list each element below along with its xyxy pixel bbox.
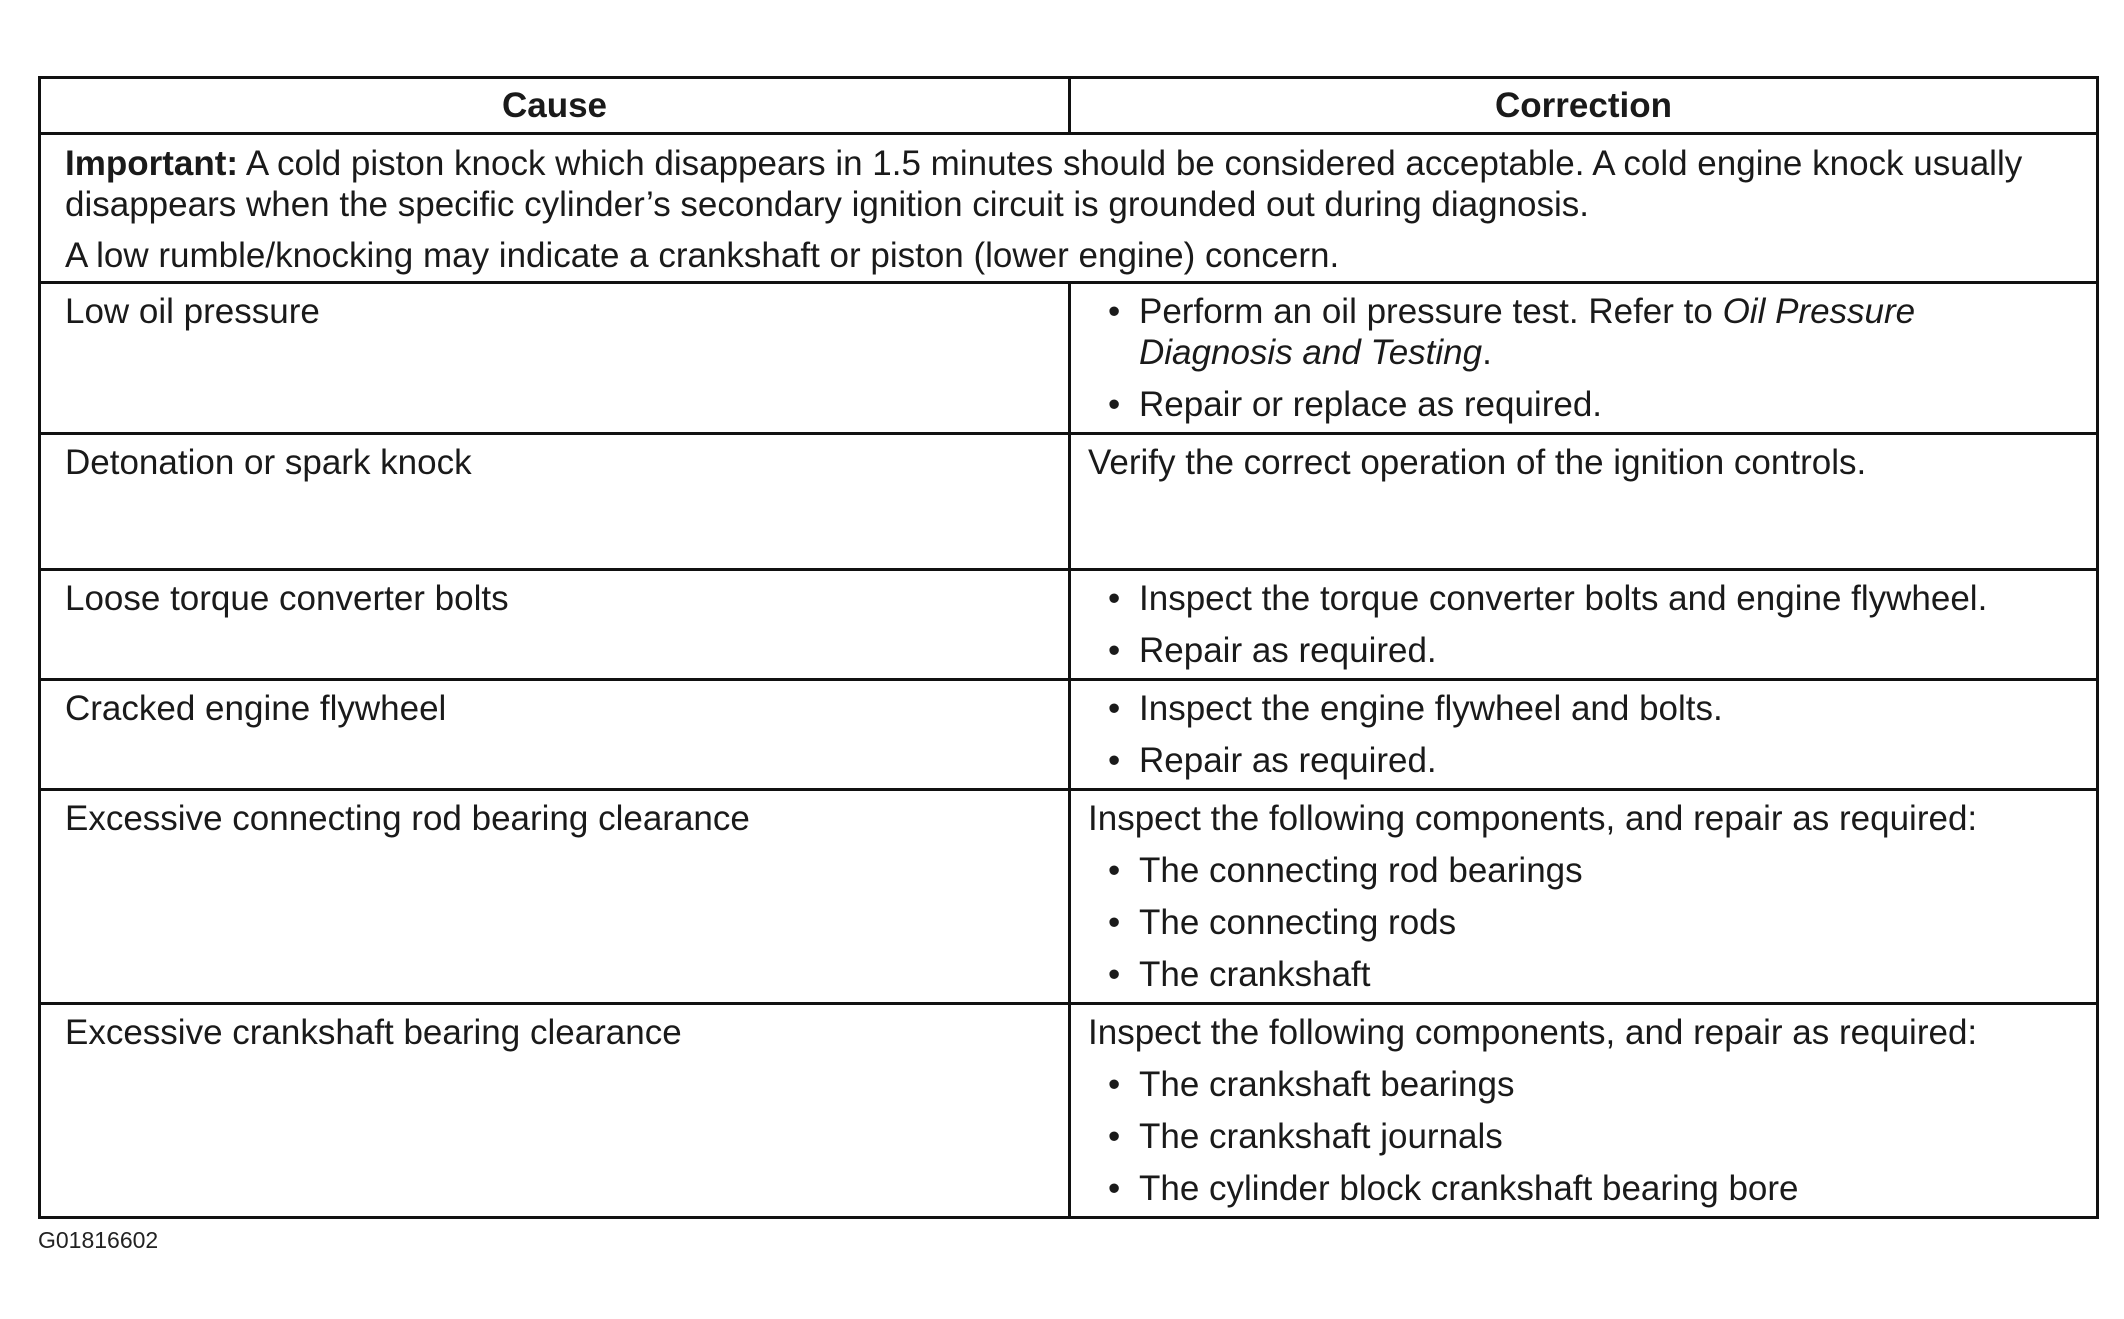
correction-bullet-item [1108, 688, 2072, 729]
bullet-text: The crankshaft [1139, 955, 1371, 994]
important-note-text: A cold piston knock which disappears in 1.5 minutes should be considered acceptable. A cold engine knock usually disappears when the specific cylinder’s secondary ignition circuit is grounded out during diagnosis. [65, 144, 2023, 224]
cause-cell: Low oil pressure [40, 283, 1070, 434]
correction-bullet-item [1108, 291, 2072, 373]
bullet-text: Inspect the torque converter bolts and engine flywheel. [1139, 579, 1988, 618]
correction-cell [1070, 283, 2098, 434]
table-row [40, 434, 2098, 570]
bullet-icon: • [1108, 903, 1121, 942]
important-note-cell [40, 134, 2098, 283]
correction-bullet-item [1108, 740, 2072, 781]
cause-cell: Detonation or spark knock [40, 434, 1070, 570]
cause-cell: Cracked engine flywheel [40, 680, 1070, 790]
bullet-text: Inspect the engine flywheel and bolts. [1139, 689, 1723, 728]
table-row [40, 570, 2098, 680]
table-row [40, 283, 2098, 434]
bullet-icon: • [1108, 1117, 1121, 1156]
correction-bullet-item [1108, 1168, 2072, 1209]
bullet-icon: • [1108, 851, 1121, 890]
correction-bullet-item [1108, 902, 2072, 943]
correction-bullet-list [1088, 291, 2072, 425]
bullet-text: Perform an oil pressure test. Refer to [1139, 292, 1723, 331]
bullet-text: The crankshaft bearings [1139, 1065, 1515, 1104]
correction-column-header: Correction [1070, 78, 2098, 134]
bullet-icon: • [1108, 292, 1121, 331]
correction-bullet-list [1088, 688, 2072, 781]
reference-link-text: Oil Pressure Diagnosis and Testing [1139, 292, 1916, 372]
bullet-icon: • [1108, 385, 1121, 424]
important-note-paragraph [65, 143, 2072, 225]
correction-cell [1070, 790, 2098, 1004]
table-row [40, 1004, 2098, 1218]
bullet-icon: • [1108, 1065, 1121, 1104]
correction-bullet-item [1108, 1116, 2072, 1157]
correction-bullet-list [1088, 1064, 2072, 1209]
bullet-icon: • [1108, 1169, 1121, 1208]
bullet-icon: • [1108, 741, 1121, 780]
table-row [40, 680, 2098, 790]
correction-bullet-item [1108, 630, 2072, 671]
correction-intro: Inspect the following components, and repair as required: [1088, 799, 1978, 838]
cause-column-header: Cause [40, 78, 1070, 134]
correction-bullet-item [1108, 384, 2072, 425]
important-note-second-line: A low rumble/knocking may indicate a crankshaft or piston (lower engine) concern. [65, 236, 1340, 275]
header-row [40, 78, 2098, 134]
bullet-icon: • [1108, 955, 1121, 994]
table-row [40, 790, 2098, 1004]
cause-cell: Loose torque converter bolts [40, 570, 1070, 680]
correction-bullet-list [1088, 850, 2072, 995]
important-note-row [40, 134, 2098, 283]
bullet-text: The crankshaft journals [1139, 1117, 1503, 1156]
correction-intro: Inspect the following components, and repair as required: [1088, 1013, 1978, 1052]
bullet-suffix: . [1482, 333, 1492, 372]
correction-text: Verify the correct operation of the ignition controls. [1088, 443, 1867, 482]
cause-cell: Excessive connecting rod bearing clearance [40, 790, 1070, 1004]
bullet-icon: • [1108, 631, 1121, 670]
correction-bullet-item [1108, 850, 2072, 891]
bullet-icon: • [1108, 689, 1121, 728]
correction-cell [1070, 1004, 2098, 1218]
correction-bullet-item [1108, 954, 2072, 995]
correction-cell [1070, 570, 2098, 680]
diagnosis-table [38, 76, 2099, 1219]
bullet-icon: • [1108, 579, 1121, 618]
bullet-text: The cylinder block crankshaft bearing bore [1139, 1169, 1799, 1208]
correction-bullet-list [1088, 578, 2072, 671]
cause-cell: Excessive crankshaft bearing clearance [40, 1004, 1070, 1218]
correction-cell [1070, 434, 2098, 570]
correction-bullet-item [1108, 578, 2072, 619]
correction-bullet-item [1108, 1064, 2072, 1105]
correction-cell [1070, 680, 2098, 790]
figure-id: G01816602 [38, 1227, 159, 1253]
bullet-text: Repair or replace as required. [1139, 385, 1603, 424]
bullet-text: Repair as required. [1139, 631, 1437, 670]
important-label: Important: [65, 144, 239, 183]
bullet-text: The connecting rods [1139, 903, 1457, 942]
bullet-text: The connecting rod bearings [1139, 851, 1583, 890]
bullet-text: Repair as required. [1139, 741, 1437, 780]
